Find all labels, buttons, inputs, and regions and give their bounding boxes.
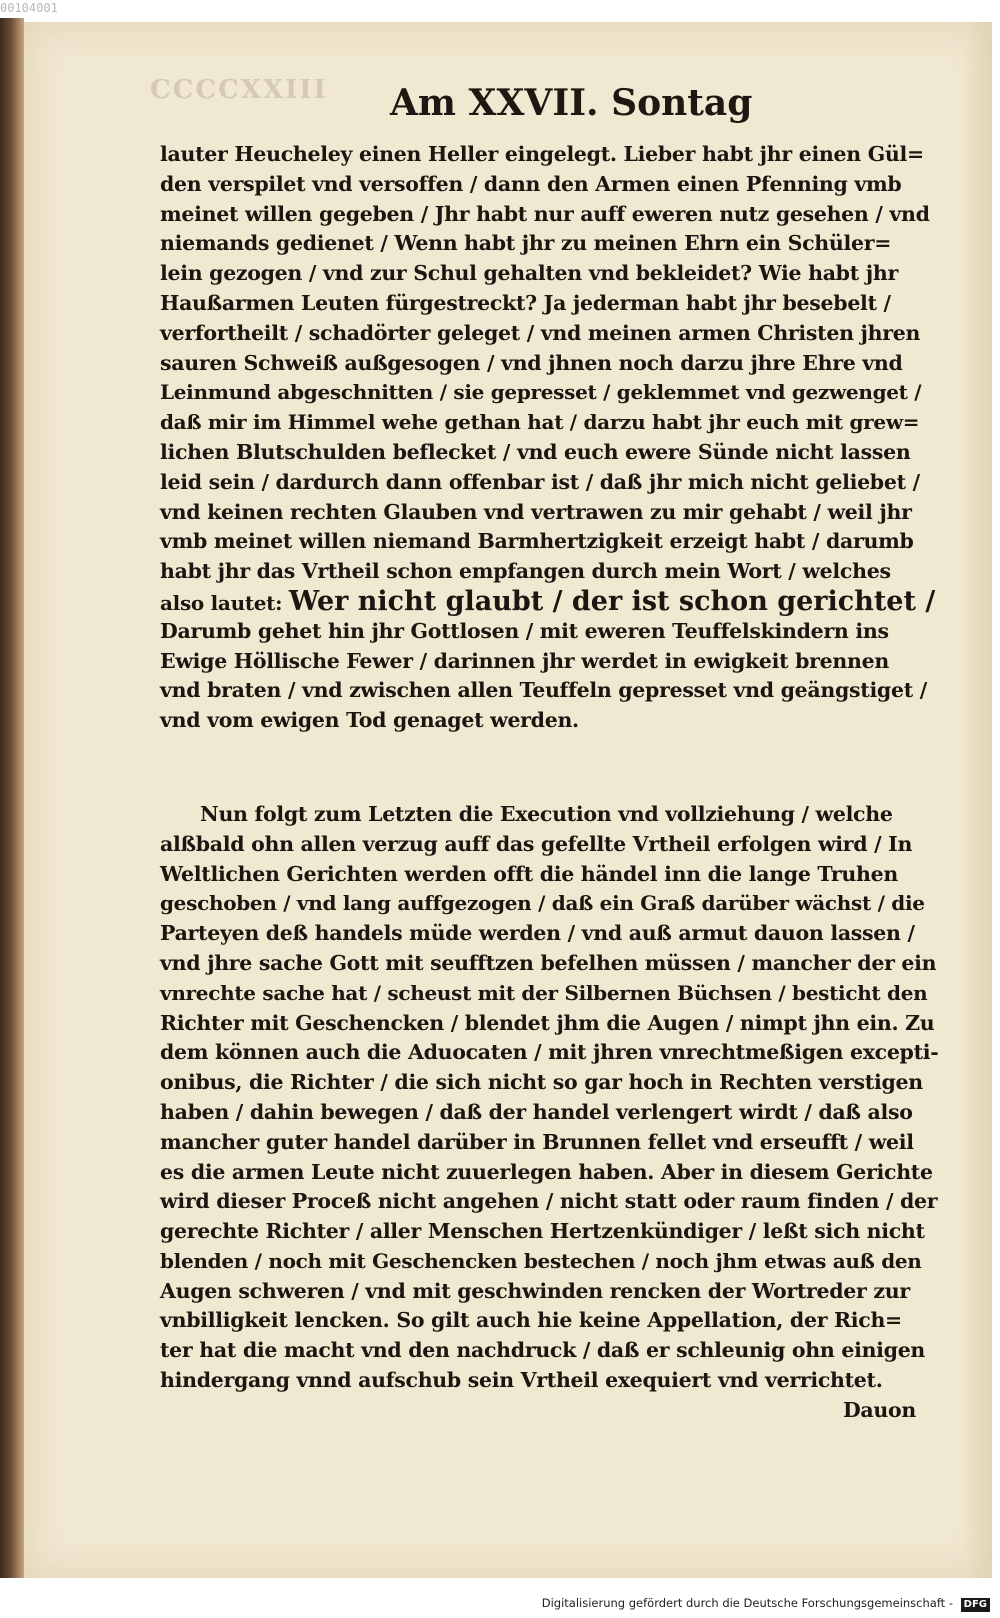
text-line: sauren Schweiß außgesogen / vnd jhnen noch darzu jhre Ehre vnd [160, 350, 903, 375]
text-line: mancher guter handel darüber in Brunnen fellet vnd erseufft / weil [160, 1129, 914, 1154]
text-line: Richter mit Geschencken / blendet jhm die Augen / nimpt jhn ein. Zu [160, 1010, 935, 1035]
emphasis-line [160, 587, 938, 617]
paragraph-2 [160, 800, 938, 1426]
text-line: Darumb gehet hin jhr Gottlosen / mit eweren Teuffelskindern ins [160, 618, 889, 643]
book-edge [0, 18, 24, 1578]
text-line: den verspilet vnd versoffen / dann den Armen einen Pfenning vmb [160, 171, 902, 196]
text-line: niemands gedienet / Wenn habt jhr zu meinen Ehrn ein Schüler= [160, 231, 892, 256]
text-line: vnrechte sache hat / scheust mit der Silbernen Büchsen / besticht den [160, 980, 928, 1005]
text-line: Nun folgt zum Letzten die Execution vnd vollziehung / welche [200, 801, 893, 826]
text-line: dem können auch die Aduocaten / mit jhren vnrechtmeßigen excepti- [160, 1040, 939, 1065]
text-line: ter hat die macht vnd den nachdruck / daß er schleunig ohn einigen [160, 1338, 926, 1363]
text-line: meinet willen gegeben / Jhr habt nur auff eweren nutz gesehen / vnd [160, 201, 930, 226]
text-line: Parteyen deß handels müde werden / vnd auß armut dauon lassen / [160, 921, 915, 946]
text-line: blenden / noch mit Geschencken bestechen / noch jhm etwas auß den [160, 1248, 922, 1273]
text-line: leid sein / dardurch dann offenbar ist / daß jhr mich nicht geliebet / [160, 469, 920, 494]
text-line: haben / dahin bewegen / daß der handel verlengert wirdt / daß also [160, 1099, 913, 1124]
text-line: geschoben / vnd lang auffgezogen / daß ein Graß darüber wächst / die [160, 891, 925, 916]
text-line: Augen schweren / vnd mit geschwinden rencken der Wortreder zur [160, 1278, 910, 1303]
text-line: wird dieser Proceß nicht angehen / nicht statt oder raum finden / der [160, 1189, 938, 1214]
text-line: lauter Heucheley einen Heller eingelegt. Lieber habt jhr einen Gül= [160, 142, 924, 166]
credit-text: Digitalisierung gefördert durch die Deutsche Forschungsgemeinschaft - [541, 1596, 953, 1610]
scan-id-label: 00104001 [0, 1, 58, 15]
text-line: es die armen Leute nicht zuuerlegen haben. Aber in diesem Gerichte [160, 1159, 933, 1184]
running-head: Am XXVII. Sontag [390, 82, 753, 124]
text-line: onibus, die Richter / die sich nicht so gar hoch in Rechten verstigen [160, 1070, 923, 1095]
text-line: vnbilligkeit lencken. So gilt auch hie keine Appellation, der Rich= [160, 1308, 902, 1333]
dfg-logo: DFG [961, 1598, 990, 1612]
text-line: hindergang vnnd aufschub sein Vrtheil exequiert vnd verrichtet. [160, 1368, 883, 1393]
text-line: daß mir im Himmel wehe gethan hat / darzu habt jhr euch mit grew= [160, 410, 920, 435]
catchword: Dauon [842, 1397, 916, 1422]
text-line: Weltlichen Gerichten werden offt die händel inn die lange Truhen [160, 861, 898, 886]
text-line: vnd keinen rechten Glauben vnd vertrawen zu mir gehabt / weil jhr [160, 499, 912, 524]
text-line: alßbald ohn allen verzug auff das gefellte Vrtheil erfolgen wird / In [160, 831, 913, 856]
digitization-credit [510, 1594, 990, 1612]
text-line: vnd braten / vnd zwischen allen Teuffeln gepresset vnd geängstiget / [160, 678, 927, 703]
text-line: vmb meinet willen niemand Barmhertzigkeit erzeigt habt / darumb [160, 529, 914, 554]
emphasis-lead: also lautet: [160, 590, 283, 615]
text-line: vnd vom ewigen Tod genaget werden. [160, 708, 579, 733]
bleed-through-page-number: CCCCXXIII [150, 75, 328, 105]
scripture-quote: Wer nicht glaubt / der ist schon gerichtet / [288, 585, 936, 617]
text-line: lein gezogen / vnd zur Schul gehalten vnd bekleidet? Wie habt jhr [160, 261, 898, 286]
paragraph-gap [160, 736, 938, 800]
text-line: habt jhr das Vrtheil schon empfangen durch mein Wort / welches [160, 559, 891, 584]
text-line: verfortheilt / schadörter geleget / vnd meinen armen Christen jhren [160, 320, 921, 345]
text-line: vnd jhre sache Gott mit seufftzen befelhen müssen / mancher der ein [160, 950, 937, 975]
text-line: Haußarmen Leuten fürgestreckt? Ja jederman habt jhr besebelt / [160, 290, 891, 315]
text-line: gerechte Richter / aller Menschen Hertzenkündiger / leßt sich nicht [160, 1219, 925, 1244]
text-line: lichen Blutschulden beflecket / vnd euch ewere Sünde nicht lassen [160, 439, 911, 464]
paragraph-1 [160, 140, 938, 736]
text-line: Leinmund abgeschnitten / sie gepresset / geklemmet vnd gezwenget / [160, 380, 922, 405]
text-line: Ewige Höllische Fewer / darinnen jhr werdet in ewigkeit brennen [160, 648, 889, 673]
body-text [160, 140, 938, 1426]
